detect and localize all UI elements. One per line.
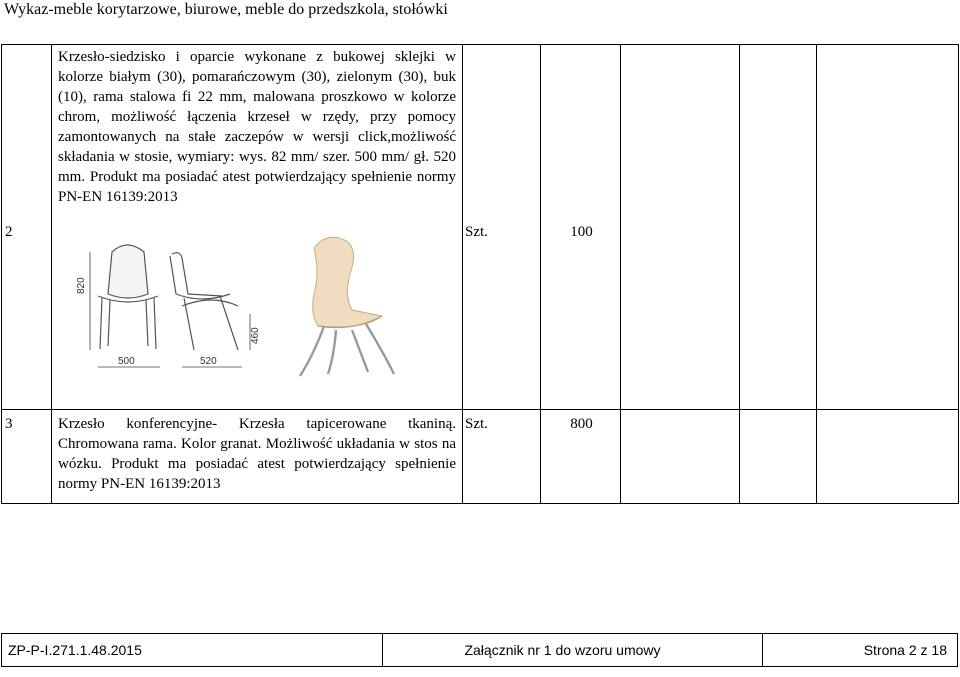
- document-title: Wykaz-meble korytarzowe, biurowe, meble do przedszkola, stołówki: [4, 1, 448, 18]
- footer-reference: ZP-P-I.271.1.48.2015: [8, 642, 142, 658]
- dimension-depth-label: 520: [200, 356, 217, 367]
- row-number: 2: [5, 224, 13, 240]
- table-row: [2, 45, 959, 410]
- items-table: [1, 44, 959, 504]
- description-cell: [52, 410, 463, 504]
- row-number-cell: [2, 410, 52, 504]
- empty-cell: [817, 45, 959, 410]
- quantity: 800: [570, 416, 593, 432]
- chair-illustration: [52, 207, 462, 397]
- unit-cell: [463, 410, 541, 504]
- unit-of-measure: Szt.: [465, 416, 488, 432]
- table-row: [2, 410, 959, 504]
- footer-divider: [382, 634, 383, 666]
- chair-drawing: [52, 234, 452, 384]
- unit-cell: [463, 45, 541, 410]
- empty-cell: [817, 410, 959, 504]
- empty-cell: [740, 45, 817, 410]
- dimension-height-label: 820: [76, 277, 87, 294]
- page-footer: [1, 633, 958, 667]
- footer-attachment: Załącznik nr 1 do wzoru umowy: [464, 642, 661, 658]
- footer-divider: [762, 634, 763, 666]
- empty-cell: [621, 45, 740, 410]
- unit-of-measure: Szt.: [465, 224, 488, 240]
- item-description: Krzesło-siedzisko i oparcie wykonane z bukowej sklejki w kolorze białym (30), pomarańczowym (30), zielonym (30), buk (10), rama stalowa fi 22 mm, malowana proszkowo w kolorze chrom, możliwość łączenia krzeseł w rzędy, przy pomocy zamontowanych na stałe zaczepów w wersji click,możliwość składania w stosie, wymiary: wys. 82 mm/ szer. 500 mm/ gł. 520 mm. Produkt ma posiadać atest potwierdzający spełnienie normy PN-EN 16139:2013: [58, 49, 456, 205]
- empty-cell: [740, 410, 817, 504]
- row-number: 3: [5, 416, 13, 432]
- dimension-seat-height-label: 460: [250, 327, 261, 344]
- dimension-width-label: 500: [118, 356, 135, 367]
- description-cell: [52, 45, 463, 410]
- chair-front-view: [98, 245, 158, 349]
- empty-cell: [621, 410, 740, 504]
- quantity-cell: [541, 410, 621, 504]
- item-description: Krzesło konferencyjne- Krzesła tapicerowane tkaniną. Chromowana rama. Kolor granat. Możliwość układania w stos na wózku. Produkt ma posiadać atest potwierdzający spełnienie normy PN-EN 16139:2013: [58, 416, 456, 492]
- quantity: 100: [570, 224, 593, 240]
- quantity-cell: [541, 45, 621, 410]
- chair-photo: [300, 237, 394, 376]
- row-number-cell: [2, 45, 52, 410]
- chair-side-view: [170, 253, 238, 350]
- footer-page-number: Strona 2 z 18: [863, 642, 947, 658]
